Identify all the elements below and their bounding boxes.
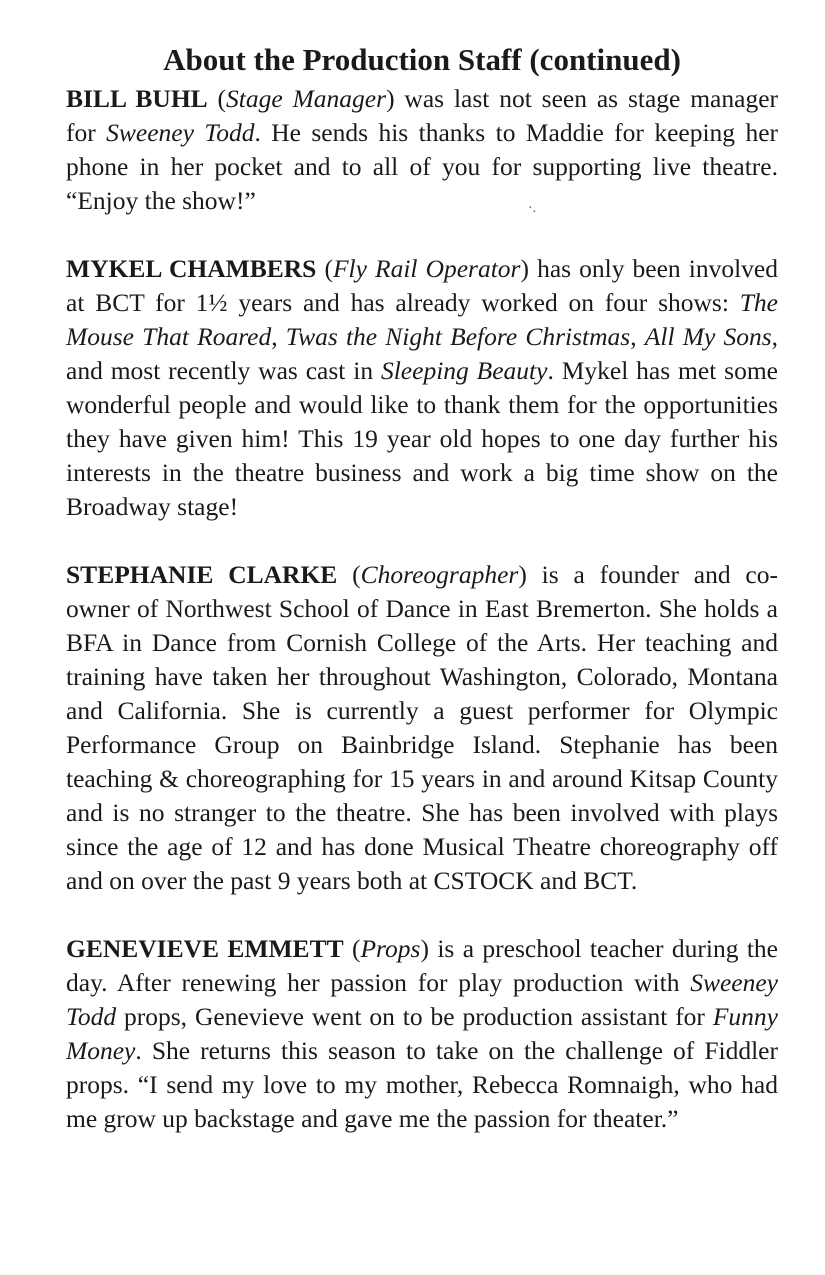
bio-stephanie-clarke: STEPHANIE CLARKE (Choreographer) is a founder and co-owner of Northwest School of Dance in East Bremerton. She holds a BFA in Dance from Cornish College of the Arts. Her teaching and training have taken her throughout Washington, Colorado, Montana and California. She is currently a guest performer for Olympic Performance Group on Bainbridge Island. Stephanie has been teaching & choreographing for 15 years in and around Kitsap County and is no stranger to the theatre. She has been involved with plays since the age of 12 and has done Musical Theatre choreography off and on over the past 9 years both at CSTOCK and BCT. (66, 560, 778, 895)
bio-text: . She returns this season to take on the challenge of Fiddler props. “I send my love to my mother, Rebecca Romnaigh, who had me grow up backstage and gave me the passion for theater.” (66, 1036, 778, 1133)
staff-name: MYKEL CHAMBERS (66, 254, 317, 283)
bio-text: . Mykel has met some wonderful people and would like to thank them for the opportunities they have given him! This 19 year old hopes to one day further his interests in the theatre business and work a big time show on the Broadway stage! (66, 356, 779, 521)
show-title: Funny Money (66, 1002, 778, 1065)
staff-role: Stage Manager (226, 84, 387, 113)
staff-role: Props (360, 934, 421, 963)
bio-text: props, Genevieve went on to be production assistant for (116, 1002, 713, 1031)
show-title: Sweeney Todd (66, 968, 778, 1031)
bio-text: , and most recently was cast in (66, 322, 778, 385)
show-title: The Mouse That Roared (66, 288, 778, 351)
scan-speck: ·. (528, 201, 537, 216)
staff-name: STEPHANIE CLARKE (66, 560, 338, 589)
bio-text: . He sends his thanks to Maddie for keeping her phone in her pocket and to all of you for supporting live theatre. “Enjoy the show!” (66, 118, 779, 215)
bio-mykel-chambers: MYKEL CHAMBERS (Fly Rail Operator) has only been involved at BCT for 1½ years and has already worked on four shows: The Mouse That Roared, Twas the Night Before Christmas, All My Sons, and most recently was cast in Sleeping Beauty. Mykel has met some wonderful people and would like to thank them for the opportunities they have given him! This 19 year old hopes to one day further his interests in the theatre business and work a big time show on the Broadway stage! (66, 254, 779, 521)
page-title: About the Production Staff (continued) (163, 42, 681, 77)
show-title: Sleeping Beauty (380, 356, 548, 385)
show-title: Sweeney Todd (106, 118, 255, 147)
bio-text: has only been involved at BCT for 1½ years and has already worked on four shows: (66, 254, 778, 317)
bio-genevieve-emmett: GENEVIEVE EMMETT (Props) is a preschool teacher during the day. After renewing her passion for play production with Sweeney Todd props, Genevieve went on to be production assistant for Funny Money. She returns this season to take on the challenge of Fiddler props. “I send my love to my mother, Rebecca Romnaigh, who had me grow up backstage and gave me the passion for theater.” (66, 934, 778, 1133)
staff-name: GENEVIEVE EMMETT (66, 934, 344, 963)
bio-text: was last not seen as stage manager for (66, 84, 779, 147)
bio-text: is a founder and co-owner of Northwest School of Dance in East Bremerton. She holds a BFA in Dance from Cornish College of the Arts. Her teaching and training have taken her throughout Washington, Colorado, Montana and California. She is currently a guest performer for Olympic Performance Group on Bainbridge Island. Stephanie has been teaching & choreographing for 15 years in and around Kitsap County and is no stranger to the theatre. She has been involved with plays since the age of 12 and has done Musical Theatre choreography off and on over the past 9 years both at CSTOCK and BCT. (66, 560, 778, 895)
staff-role: Choreographer (360, 560, 519, 589)
show-title: Twas the Night Before Christmas (285, 322, 631, 351)
staff-name: BILL BUHL (66, 84, 208, 113)
program-page (66, 40, 778, 1170)
bio-bill-buhl: BILL BUHL (Stage Manager) was last not seen as stage manager for Sweeney Todd. He sends his thanks to Maddie for keeping her phone in her pocket and to all of you for supporting live theatre. “Enjoy the show!” (66, 84, 779, 215)
show-title: All My Sons (644, 322, 772, 351)
bio-text: is a preschool teacher during the day. After renewing her passion for play production with (66, 934, 778, 997)
staff-role: Fly Rail Operator (332, 254, 521, 283)
bio-text: , (271, 322, 286, 351)
bio-text: , (630, 322, 645, 351)
